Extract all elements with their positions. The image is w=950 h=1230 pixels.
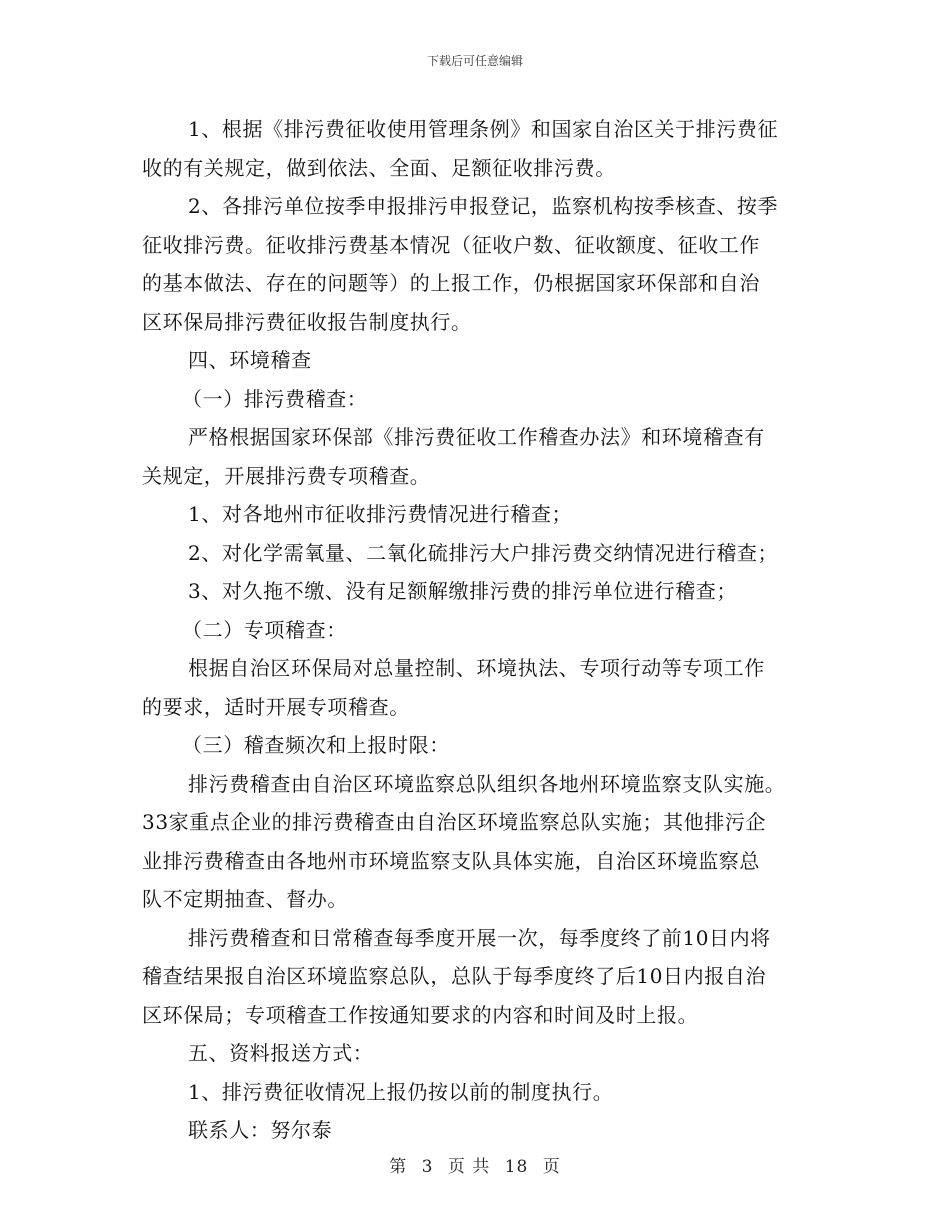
- text-line: 区环保局排污费征收报告制度执行。: [142, 309, 472, 334]
- text-line: 排污费稽查和日常稽查每季度开展一次，每季度终了前10日内将: [188, 925, 771, 950]
- text-line: 业排污费稽查由各地州市环境监察支队具体实施，自治区环境监察总: [142, 848, 760, 873]
- text-line: 的要求，适时开展专项稽查。: [142, 694, 410, 719]
- text-line: 稽查结果报自治区环境监察总队，总队于每季度终了后10日内报自治: [142, 964, 767, 988]
- text-line: （一）排污费稽查：: [182, 386, 368, 411]
- text-line: 1、对各地州市征收排污费情况进行稽查；: [188, 502, 573, 526]
- text-line: 征收排污费。征收排污费基本情况（征收户数、征收额度、征收工作: [142, 232, 760, 257]
- text-line: 区环保局；专项稽查工作按通知要求的内容和时间及时上报。: [142, 1002, 699, 1027]
- text-line: 的基本做法、存在的问题等）的上报工作，仍根据国家环保部和自治: [142, 271, 760, 295]
- current-page-number: 3: [421, 1157, 434, 1177]
- text-line: 联系人：努尔泰: [188, 1118, 333, 1142]
- text-line: 关规定，开展排污费专项稽查。: [142, 463, 431, 488]
- text-line: 2、各排污单位按季申报排污申报登记，监察机构按季核查、按季: [188, 194, 779, 218]
- text-line: 队不定期抽查、督办。: [142, 887, 348, 911]
- text-line: 排污费稽查由自治区环境监察总队组织各地州环境监察支队实施。: [188, 771, 786, 796]
- text-line: 1、根据《排污费征收使用管理条例》和国家自治区关于排污费征: [188, 117, 779, 141]
- page-footer: [0, 1152, 950, 1177]
- text-line: 33家重点企业的排污费稽查由自治区环境监察总队实施；其他排污企: [142, 810, 767, 834]
- text-line: 根据自治区环保局对总量控制、环境执法、专项行动等专项工作: [188, 656, 765, 680]
- text-line: 1、排污费征收情况上报仍按以前的制度执行。: [188, 1079, 614, 1104]
- text-line: 3、对久拖不缴、没有足额解缴排污费的排污单位进行稽查；: [188, 579, 737, 603]
- total-page-count: 18: [504, 1157, 529, 1177]
- footer-middle: 页 共: [447, 1157, 491, 1177]
- footer-prefix: 第: [389, 1157, 408, 1177]
- text-line: （三）稽查频次和上报时限：: [182, 733, 450, 757]
- text-line: 四、环境稽查: [188, 348, 312, 372]
- document-body: [142, 110, 812, 1150]
- text-line: 收的有关规定，做到依法、全面、足额征收排污费。: [142, 155, 616, 180]
- text-line: 2、对化学需氧量、二氧化硫排污大户排污费交纳情况进行稽查；: [188, 540, 779, 565]
- header-note: 下载后可任意编辑: [426, 54, 523, 68]
- footer-suffix: 页: [542, 1157, 561, 1177]
- text-line: 五、资料报送方式：: [188, 1041, 374, 1065]
- text-line: （二）专项稽查：: [182, 617, 347, 642]
- text-line: 严格根据国家环保部《排污费征收工作稽查办法》和环境稽查有: [188, 425, 765, 449]
